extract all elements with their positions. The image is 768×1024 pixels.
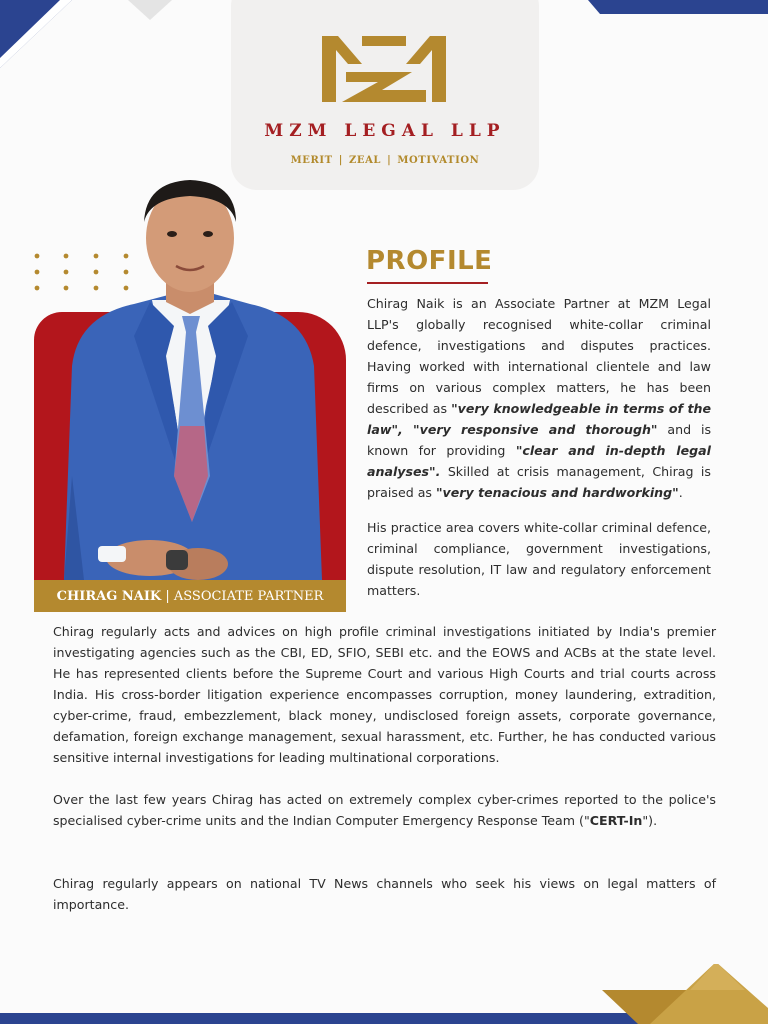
intro-text: Chirag Naik is an Associate Partner at MZM Legal LLP's globally recognised white-collar criminal defence, investigations and disputes practices. Having worked with international clientele and law firms on various complex matters, he has been described as bbox=[367, 296, 711, 416]
corner-decoration-top-right bbox=[588, 0, 768, 14]
person-role: ASSOCIATE PARTNER bbox=[173, 588, 324, 604]
tagline-separator: | bbox=[338, 155, 343, 166]
tagline-word: MOTIVATION bbox=[397, 155, 480, 166]
name-separator: | bbox=[161, 588, 174, 604]
tagline-separator: | bbox=[387, 155, 392, 166]
profile-heading: PROFILE bbox=[366, 246, 493, 276]
mzm-logo bbox=[322, 34, 446, 104]
intro-text: Skilled at crisis management, Chirag is praised as bbox=[367, 464, 711, 500]
corner-decoration-grey-triangle bbox=[128, 0, 172, 20]
firm-name: MZM LEGAL LLP bbox=[264, 121, 506, 141]
tagline-word: ZEAL bbox=[348, 155, 382, 166]
corner-decoration-top-left bbox=[0, 0, 80, 70]
cybercrime-text: Over the last few years Chirag has acted on extremely complex cyber-crimes reported to the police's specialised cyber-crime units and the Indian Computer Emergency Response Team (" bbox=[53, 792, 716, 828]
firm-tagline bbox=[231, 155, 539, 166]
intro-quote: "very knowledgeable in terms of the law", "very responsive and thorough" bbox=[367, 401, 711, 437]
portrait-photo bbox=[54, 176, 326, 588]
corner-decoration-bottom bbox=[0, 964, 768, 1024]
person-name: CHIRAG NAIK bbox=[56, 588, 162, 604]
intro-text: . bbox=[678, 485, 683, 500]
intro-quote: "clear and in-depth legal analyses". bbox=[367, 443, 711, 479]
intro-quote: "very tenacious and hardworking" bbox=[435, 485, 679, 500]
profile-paragraph-practice: His practice area covers white-collar criminal defence, criminal compliance, government investigations, dispute resolution, IT law and regulatory enforcement matters. bbox=[367, 520, 711, 598]
profile-paragraph-investigations: Chirag regularly acts and advices on high profile criminal investigations initiated by India's premier investigating agencies such as the CBI, ED, SFIO, SEBI etc. and the EOWS and ACBs at the state level. He has represented clients before the Supreme Court and various High Courts and trial courts across India. His cross-border litigation experience encompasses corruption, money laundering, extradition, cyber-crime, fraud, embezzlement, black money, undisclosed foreign assets, corporate governance, defamation, foreign exchange management, sexual harassment, etc. Further, he has conducted various sensitive internal investigations for leading multinational corporations. bbox=[53, 624, 716, 765]
profile-paragraph-media: Chirag regularly appears on national TV News channels who seek his views on legal matters of importance. bbox=[53, 876, 716, 912]
cybercrime-text: "). bbox=[642, 813, 658, 828]
profile-paragraph-cybercrime bbox=[53, 789, 716, 831]
tagline-word: MERIT bbox=[290, 155, 333, 166]
cert-in-label: CERT-In bbox=[589, 813, 643, 828]
profile-heading-underline bbox=[367, 282, 488, 284]
profile-paragraph-intro bbox=[367, 293, 711, 503]
intro-text: and is known for providing bbox=[367, 422, 712, 458]
name-role-bar bbox=[34, 580, 346, 612]
